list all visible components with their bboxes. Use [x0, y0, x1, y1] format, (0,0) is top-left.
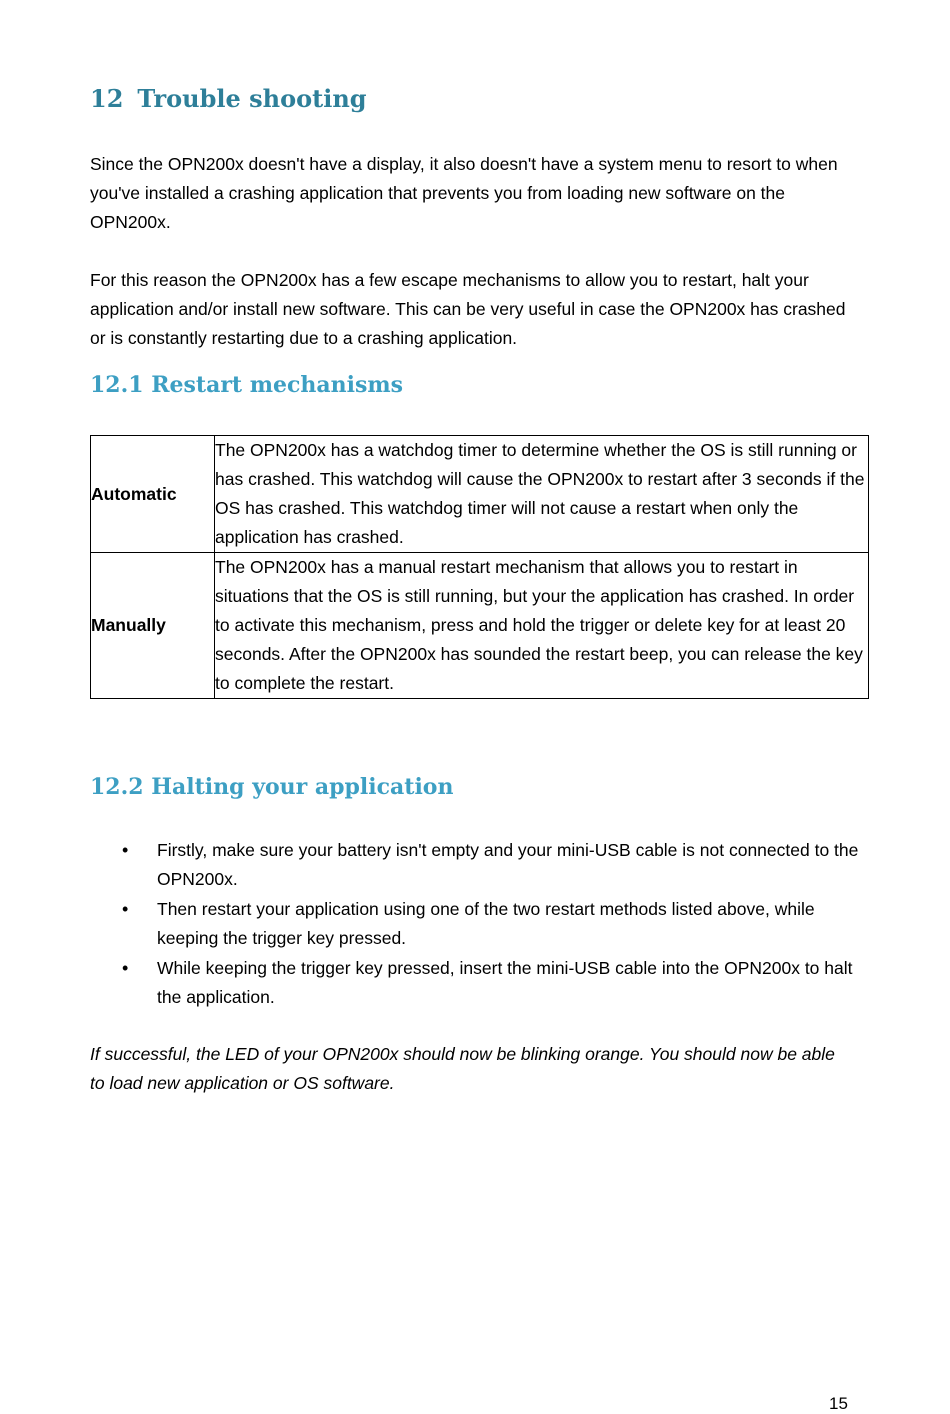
table-row [91, 553, 869, 699]
restart-mechanisms-table [90, 435, 869, 699]
bullet-icon: • [122, 899, 129, 919]
bullet-icon: • [122, 840, 129, 860]
section-number: 12 [90, 84, 124, 113]
bullet-icon: • [122, 958, 129, 978]
list-item [90, 954, 860, 1012]
halting-note: If successful, the LED of your OPN200x should now be blinking orange. You should now be able to load new application or OS software. [90, 1044, 835, 1093]
list-item-text: While keeping the trigger key pressed, insert the mini-USB cable into the OPN200x to halt the application. [157, 958, 853, 1007]
intro-paragraph-2: For this reason the OPN200x has a few escape mechanisms to allow you to restart, halt your application and/or install new software. This can be very useful in case the OPN200x has crashed or is constantly restarting due to a crashing application. [90, 270, 846, 348]
list-item-text: Then restart your application using one of the two restart methods listed above, while keeping the trigger key pressed. [157, 899, 815, 948]
row-text-automatic: The OPN200x has a watchdog timer to determine whether the OS is still running or has crashed. This watchdog will cause the OPN200x to restart after 3 seconds if the OS has crashed. This watchdog timer will not cause a restart when only the application has crashed. [215, 436, 869, 553]
halting-steps-list [90, 836, 860, 1013]
restart-mechanisms-heading: 12.1 Restart mechanisms [90, 372, 404, 398]
row-text-manually: The OPN200x has a manual restart mechanism that allows you to restart in situations that the OS is still running, but your the application has crashed. In order to activate this mechanism, press and hold the trigger or delete key for at least 20 seconds. After the OPN200x has sounded the restart beep, you can release the key to complete the restart. [215, 553, 869, 699]
page-number: 15 [829, 1394, 848, 1413]
row-label-manually: Manually [91, 553, 215, 699]
list-item-text: Firstly, make sure your battery isn't empty and your mini-USB cable is not connected to the OPN200x. [157, 840, 859, 889]
list-item [90, 836, 860, 894]
row-label-automatic: Automatic [91, 436, 215, 553]
section-heading [90, 84, 367, 113]
halting-heading: 12.2 Halting your application [90, 774, 454, 800]
list-item [90, 895, 860, 953]
table-row [91, 436, 869, 553]
section-title: Trouble shooting [137, 84, 367, 113]
intro-paragraph-1: Since the OPN200x doesn't have a display, it also doesn't have a system menu to resort to when you've installed a crashing application that prevents you from loading new software on the OPN200x. [90, 154, 838, 232]
